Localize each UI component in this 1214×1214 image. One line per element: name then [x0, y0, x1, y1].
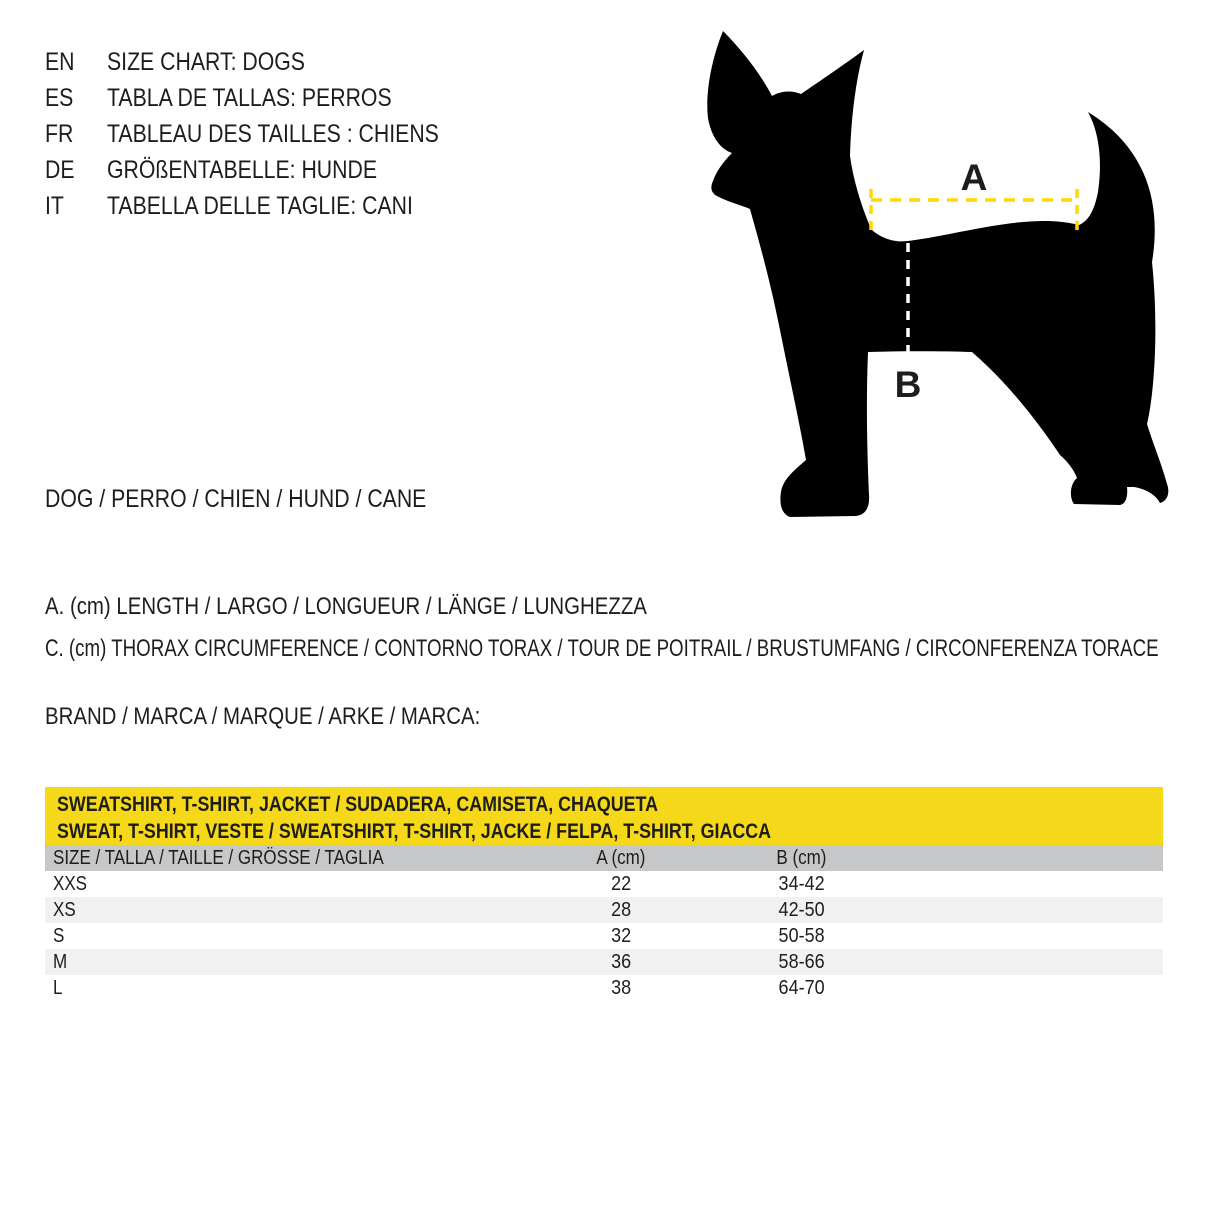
lang-code-de: DE: [45, 156, 75, 184]
dog-caption: DOG / PERRO / CHIEN / HUND / CANE: [45, 485, 427, 513]
table-row-xs: [45, 897, 1163, 923]
value-a: 32: [610, 925, 631, 947]
col-header-size: SIZE / TALLA / TAILLE / GRÖSSE / TAGLIA: [53, 847, 384, 869]
lang-code-it: IT: [45, 192, 64, 220]
size-label: XXS: [53, 873, 88, 895]
dog-diagram: [690, 25, 1195, 535]
title-text-it: TABELLA DELLE TAGLIE: CANI: [107, 192, 413, 220]
value-a: 38: [610, 977, 631, 999]
value-a: 36: [610, 951, 631, 973]
size-label: M: [53, 951, 68, 973]
title-row-es: [45, 80, 497, 116]
size-table: [45, 787, 1163, 1001]
value-a: 22: [610, 873, 631, 895]
table-row-xxs: [45, 871, 1163, 897]
table-row-s: [45, 923, 1163, 949]
table-row-m: [45, 949, 1163, 975]
value-b: 34-42: [778, 873, 825, 895]
table-row-l: [45, 975, 1163, 1001]
value-b: 58-66: [778, 951, 825, 973]
col-header-a: A (cm): [596, 847, 646, 869]
title-row-en: [45, 44, 497, 80]
lang-code-fr: FR: [45, 120, 74, 148]
dog-silhouette: [707, 31, 1168, 517]
col-header-b: B (cm): [776, 847, 827, 869]
lang-code-en: EN: [45, 48, 75, 76]
brand-line: BRAND / MARCA / MARQUE / ARKE / MARCA:: [45, 703, 481, 730]
legend-length: A. (cm) LENGTH / LARGO / LONGUEUR / LÄNGE / LUNGHEZZA: [45, 593, 647, 620]
title-text-es: TABLA DE TALLAS: PERROS: [107, 84, 392, 112]
table-banner: [45, 787, 1163, 845]
title-row-fr: [45, 116, 497, 152]
title-text-de: GRÖßENTABELLE: HUNDE: [107, 156, 378, 184]
table-header-row: [45, 845, 1163, 871]
value-a: 28: [610, 899, 631, 921]
value-b: 64-70: [778, 977, 825, 999]
legend-thorax: C. (cm) THORAX CIRCUMFERENCE / CONTORNO TORAX / TOUR DE POITRAIL / BRUSTUMFANG / CIRCONFERENZA TORACE: [45, 635, 1159, 662]
banner-line-2: SWEAT, T-SHIRT, VESTE / SWEATSHIRT, T-SHIRT, JACKE / FELPA, T-SHIRT, GIACCA: [57, 820, 772, 843]
size-label: S: [53, 925, 65, 947]
language-title-block: [45, 44, 497, 224]
measure-a-label: A: [960, 157, 988, 198]
title-row-de: [45, 152, 497, 188]
value-b: 50-58: [778, 925, 825, 947]
size-label: L: [53, 977, 63, 999]
banner-line-1: SWEATSHIRT, T-SHIRT, JACKET / SUDADERA, CAMISETA, CHAQUETA: [57, 793, 658, 816]
value-b: 42-50: [778, 899, 825, 921]
title-row-it: [45, 188, 497, 224]
title-text-fr: TABLEAU DES TAILLES : CHIENS: [107, 120, 439, 148]
size-label: XS: [53, 899, 76, 921]
measure-b-label: B: [894, 364, 922, 405]
title-text-en: SIZE CHART: DOGS: [107, 48, 305, 76]
lang-code-es: ES: [45, 84, 74, 112]
